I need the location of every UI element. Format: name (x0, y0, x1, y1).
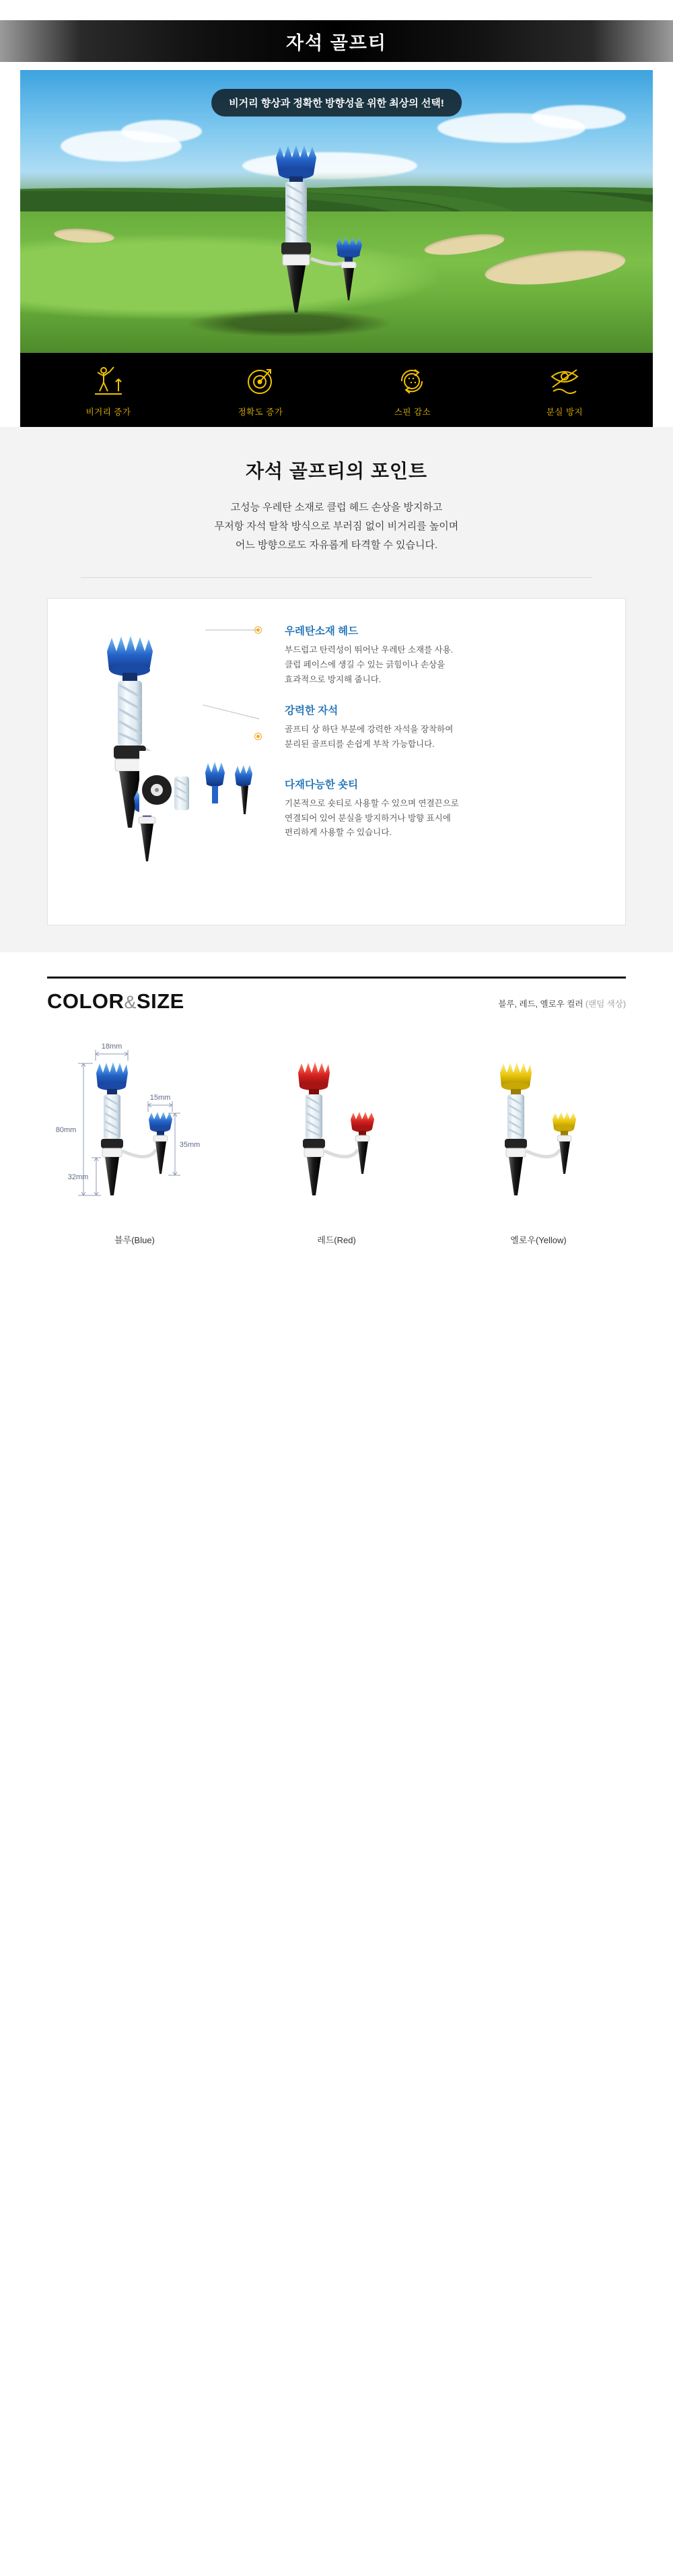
feature-title: 강력한 자석 (285, 704, 339, 717)
feature-body-line: 부드럽고 탄력성이 뛰어난 우레탄 소재를 사용. (285, 645, 454, 655)
point-description (0, 498, 673, 554)
point-desc-line: 무저항 자석 탈착 방식으로 부러짐 없이 비거리를 높이며 (214, 520, 459, 532)
heading-sub: SIZE (136, 989, 184, 1014)
feature-body-line: 편리하게 사용할 수 있습니다. (285, 828, 392, 838)
icon-label: 정확도 증가 (238, 407, 283, 417)
hero-product-image (234, 143, 389, 325)
feature-title: 다재다능한 숏티 (285, 779, 359, 791)
feature-body-line: 분리된 골프티를 손쉽게 부착 가능합니다. (285, 739, 435, 749)
svg-text:35mm: 35mm (179, 1141, 201, 1150)
icon-label: 분실 방지 (546, 407, 583, 417)
detail-card (47, 598, 626, 925)
point-desc-line: 어느 방향으로도 자유롭게 타격할 수 있습니다. (235, 539, 438, 551)
color-note (498, 997, 626, 1014)
target-arrow-icon (203, 362, 318, 400)
feature-body-line: 기본적으로 숏티로 사용할 수 있으며 연결끈으로 (285, 798, 459, 808)
feature-title: 우레탄소재 헤드 (285, 626, 359, 638)
heading-main: COLOR (47, 989, 125, 1014)
variant-red (236, 1031, 437, 1246)
page-title-bar (0, 20, 673, 62)
variant-row (34, 1031, 639, 1246)
callout-dot (255, 733, 261, 739)
page-title: 자석 골프티 (286, 32, 387, 53)
point-section (0, 427, 673, 952)
feature-strong-magnet (285, 702, 602, 752)
golfer-swing-icon (51, 362, 166, 400)
variant-label: 레드(Red) (317, 1235, 356, 1246)
variant-yellow (437, 1031, 639, 1246)
feature-body-line: 연결되어 있어 분실을 방지하거나 방향 표시에 (285, 813, 451, 823)
feature-body-line: 효과적으로 방지해 줍니다. (285, 675, 382, 684)
disassembled-parts-photo (139, 751, 267, 816)
ball-spin-icon (355, 362, 470, 400)
variant-label: 블루(Blue) (114, 1235, 155, 1246)
color-size-section (0, 952, 673, 1265)
icon-label: 스핀 감소 (394, 407, 431, 417)
page-root (0, 20, 673, 1265)
feature-icon-bar (20, 353, 653, 427)
point-desc-line: 고성능 우레탄 소재로 클럽 헤드 손상을 방지하고 (230, 502, 443, 513)
color-note-random: (랜덤 색상) (585, 999, 626, 1010)
cloud-shape (532, 105, 626, 129)
no-loss-icon (507, 362, 622, 400)
svg-text:80mm: 80mm (55, 1126, 77, 1135)
feature-body (285, 797, 602, 841)
feature-urethane-head (285, 623, 602, 688)
feature-body (285, 723, 602, 752)
variant-blue (34, 1031, 236, 1246)
icon-label: 비거리 증가 (85, 407, 131, 417)
feature-versatile-short-tee (285, 777, 602, 841)
variant-label: 옐로우(Yellow) (510, 1235, 567, 1246)
color-size-header (47, 977, 626, 1014)
hero-badge: 비거리 향상과 정확한 방향성을 위한 최상의 선택! (211, 89, 462, 117)
icon-item-accuracy (203, 362, 318, 418)
cloud-shape (121, 120, 202, 143)
detail-product-illustration (71, 619, 273, 902)
svg-text:18mm: 18mm (101, 1043, 122, 1051)
color-note-text: 블루, 레드, 옐로우 컬러 (498, 999, 583, 1010)
section-divider (81, 577, 592, 578)
svg-text:32mm: 32mm (67, 1173, 89, 1182)
detail-feature-list (285, 619, 602, 902)
point-title: 자석 골프티의 포인트 (246, 461, 427, 482)
heading-amp: & (124, 992, 137, 1013)
hero-banner (20, 70, 653, 353)
feature-body (285, 643, 602, 688)
color-size-heading (47, 989, 184, 1014)
icon-item-spin (355, 362, 470, 418)
feature-body-line: 클럽 페이스에 생길 수 있는 긁힘이나 손상을 (285, 660, 446, 670)
icon-item-distance (51, 362, 166, 418)
svg-text:15mm: 15mm (149, 1094, 171, 1102)
feature-body-line: 골프티 상 하단 부분에 강력한 자석을 장착하여 (285, 724, 454, 734)
icon-item-antiloss (507, 362, 622, 418)
